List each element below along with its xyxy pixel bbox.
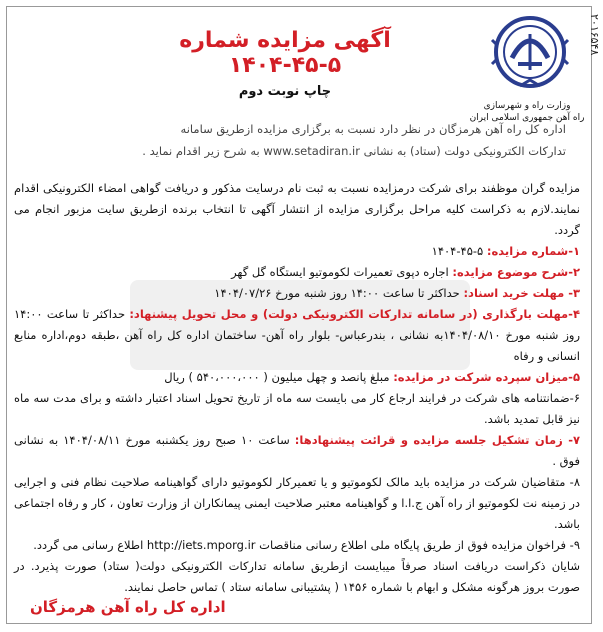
item-6-text: ۶-ضمانتنامه های شرکت در فرایند ارجاع کار می بایست سه ماه از تاریخ تحویل اسناد اعتبار داشته و برای مدت سه ماه نیز قابل تمدید باشد. xyxy=(14,391,580,426)
print-edition: چاپ نوبت دوم xyxy=(238,84,332,99)
intro-line-1: اداره کل راه آهن هرمزگان در نظر دارد نسبت به برگزاری مزایده ازطریق سامانه xyxy=(180,122,566,136)
item-5-text: مبلغ پانصد و چهل میلیون ( ۵۴۰،۰۰۰،۰۰۰ ) ریال xyxy=(164,370,394,384)
item-7-label: ۷- زمان تشکیل جلسه مزایده و قرائت پیشنهادها: xyxy=(294,433,580,447)
item-7 xyxy=(14,430,580,472)
item-1 xyxy=(14,241,580,262)
serial-number: ۲۰۱۶۵۴۸ xyxy=(588,14,601,56)
item-5-label: ۵-میزان سپرده شرکت در مزایده: xyxy=(393,370,580,384)
item-2-text: اجاره دپوی تعمیرات لکوموتیو ایستگاه گل گهر xyxy=(231,265,453,279)
closing-note-text: شایان ذکراست دریافت اسناد صرفاً میبایست ازطریق سامانه تدارکات الکترونیکی دولت( ستاد) صورت پذیرد. در صورت بروز هرگونه مشکل و ابهام با شماره ۱۴۵۶ ( پشتیبانی سامانه ستاد ) تماس حاصل نمایند. xyxy=(14,559,580,594)
intro-paragraph: مزایده گران موظفند برای شرکت درمزایده نسبت به ثبت نام درسایت مذکور و دریافت گواهی امضاء الکترونیکی اقدام نمایند.لازم به ذکراست کلیه مراحل برگزاری مزایده از انتشار آگهی تا انتخاب برنده ازطریق سایت مزبور انجام می گردد. xyxy=(14,181,580,237)
issuer-signature: اداره کل راه آهن هرمزگان xyxy=(30,598,226,616)
item-9 xyxy=(14,535,580,556)
item-8 xyxy=(14,472,580,535)
item-5 xyxy=(14,367,580,388)
intro-text xyxy=(30,118,566,162)
notice-title: آگهی مزایده شماره ۵-۴۵-۱۴۰۴ xyxy=(179,28,391,78)
item-7-text: ساعت ۱۰ صبح روز یکشنبه مورخ ۱۴۰۴/۰۸/۱۱ به نشانی فوق . xyxy=(14,433,580,468)
item-2-label: ۲-شرح موضوع مزایده: xyxy=(452,265,580,279)
notice-body xyxy=(14,178,580,598)
item-9-text: ۹- فراخوان مزایده فوق از طریق پایگاه ملی اطلاع رسانی مناقصات http://iets.mporg.ir اطلاع رسانی می گردد. xyxy=(33,538,580,552)
item-8-text: ۸- متقاضیان شرکت در مزایده باید مالک لکوموتیو و یا تعمیرکار لکوموتیو دارای گواهینامه صلاحیت نظام فنی و اجرایی در زمینه نت لکوموتیو از راه آهن ج.ا.ا و گواهینامه معتبر صلاحیت ایمنی پیمانکاران از وزارت تعاون ، کار و رفاه اجتماعی باشد. xyxy=(13,475,580,531)
item-3 xyxy=(14,283,580,304)
item-1-label: ۱-شماره مزایده: xyxy=(486,244,580,258)
ministry-line-1: وزارت راه و شهرسازی xyxy=(483,101,571,111)
rail-wheel-logo-icon xyxy=(490,14,570,92)
item-4-text: حداکثر تا ساعت ۱۴:۰۰ روز شنبه مورخ ۱۴۰۴/۰۸/۱۰به نشانی ، بندرعباس- بلوار راه آهن- ساختمان اداره کل راه آهن ،طبقه دوم،اداره منابع انسانی و رفاه xyxy=(14,307,580,363)
item-4-label: ۴-مهلت بارگذاری (در سامانه تدارکات الکترونیکی دولت) و محل تحویل پیشنهاد: xyxy=(129,307,580,321)
closing-note xyxy=(14,556,580,598)
item-2 xyxy=(14,262,580,283)
ministry-line-2: راه آهن جمهوری اسلامی ایران xyxy=(469,113,585,123)
item-6 xyxy=(14,388,580,430)
item-3-text: حداکثر تا ساعت ۱۴:۰۰ روز شنبه مورخ ۱۴۰۴/۰۷/۲۶ xyxy=(214,286,464,300)
intro-line-2: تدارکات الکترونیکی دولت (ستاد) به نشانی www.setadiran.ir به شرح زیر اقدام نماید . xyxy=(142,144,566,158)
item-1-text: ۵-۴۵-۱۴۰۴ xyxy=(431,244,487,258)
item-4 xyxy=(14,304,580,367)
item-3-label: ۳- مهلت خرید اسناد: xyxy=(463,286,580,300)
